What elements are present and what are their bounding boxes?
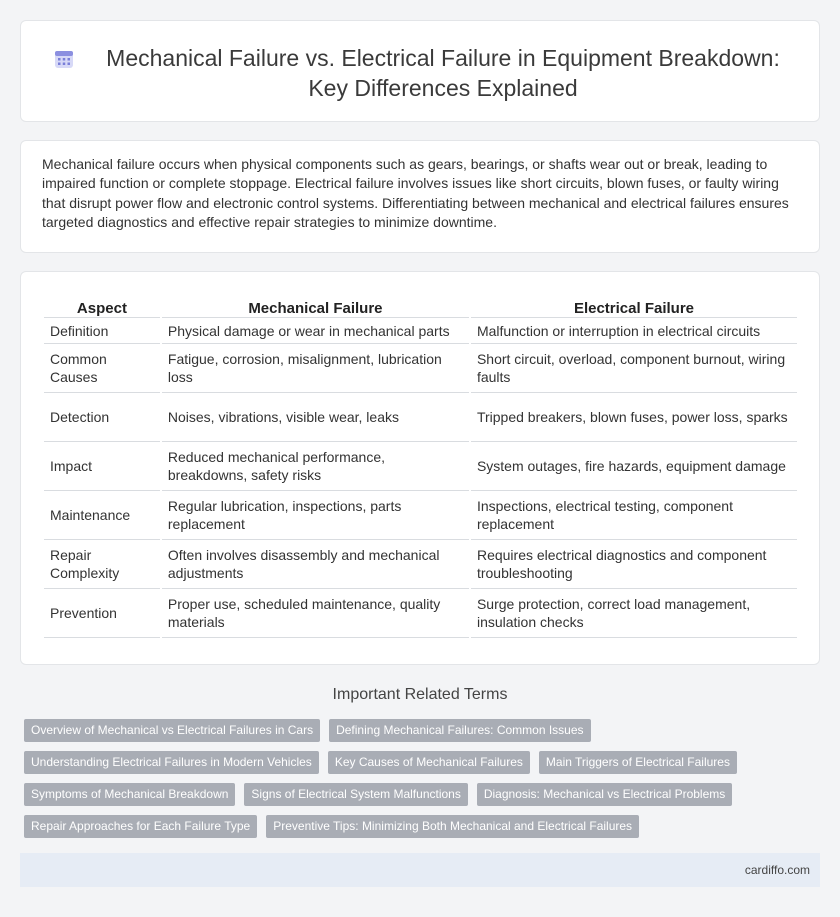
comparison-table bbox=[42, 296, 799, 638]
related-term-tag[interactable]: Diagnosis: Mechanical vs Electrical Problems bbox=[477, 783, 732, 806]
tag-row bbox=[24, 751, 820, 774]
footer-site-link[interactable]: cardiffo.com bbox=[744, 863, 810, 877]
related-term-tag[interactable]: Overview of Mechanical vs Electrical Failures in Cars bbox=[24, 719, 320, 742]
related-term-tag[interactable]: Main Triggers of Electrical Failures bbox=[539, 751, 737, 774]
table-cell-aspect: Maintenance bbox=[44, 491, 160, 540]
table-header-aspect: Aspect bbox=[44, 296, 160, 318]
table-row bbox=[44, 344, 797, 393]
tag-row bbox=[24, 783, 820, 806]
table-cell-mechanical: Regular lubrication, inspections, parts replacement bbox=[162, 491, 469, 540]
table-cell-aspect: Impact bbox=[44, 442, 160, 491]
page-title-line2: Key Differences Explained bbox=[308, 75, 578, 101]
table-cell-electrical: Malfunction or interruption in electrical circuits bbox=[471, 318, 797, 344]
related-term-tag[interactable]: Signs of Electrical System Malfunctions bbox=[244, 783, 467, 806]
table-cell-electrical: Surge protection, correct load management, insulation checks bbox=[471, 589, 797, 638]
table-row bbox=[44, 393, 797, 442]
comparison-table-card bbox=[20, 271, 820, 665]
table-cell-electrical: Inspections, electrical testing, component replacement bbox=[471, 491, 797, 540]
table-row bbox=[44, 318, 797, 344]
intro-paragraph: Mechanical failure occurs when physical components such as gears, bearings, or shafts wear out or break, leading to impaired function or complete stoppage. Electrical failure involves issues like short circuits, blown fuses, or faulty wiring that disrupt power flow and electronic control systems. Differentiating between mechanical and electrical failures ensures targeted diagnostics and effective repair strategies to minimize downtime. bbox=[42, 156, 789, 230]
related-term-tag[interactable]: Preventive Tips: Minimizing Both Mechanical and Electrical Failures bbox=[266, 815, 639, 838]
related-term-tag[interactable]: Defining Mechanical Failures: Common Issues bbox=[329, 719, 590, 742]
table-row bbox=[44, 540, 797, 589]
tag-row bbox=[24, 719, 820, 742]
table-cell-mechanical: Fatigue, corrosion, misalignment, lubrication loss bbox=[162, 344, 469, 393]
table-cell-mechanical: Often involves disassembly and mechanical adjustments bbox=[162, 540, 469, 589]
table-row bbox=[44, 491, 797, 540]
footer bbox=[20, 853, 820, 887]
table-cell-aspect: Prevention bbox=[44, 589, 160, 638]
related-term-tag[interactable]: Key Causes of Mechanical Failures bbox=[328, 751, 530, 774]
tag-row bbox=[24, 815, 820, 838]
table-cell-electrical: System outages, fire hazards, equipment damage bbox=[471, 442, 797, 491]
related-terms-tags bbox=[24, 719, 820, 847]
related-terms-title: Important Related Terms bbox=[332, 686, 508, 703]
table-cell-electrical: Requires electrical diagnostics and component troubleshooting bbox=[471, 540, 797, 589]
table-cell-electrical: Short circuit, overload, component burnout, wiring faults bbox=[471, 344, 797, 393]
table-cell-aspect: Common Causes bbox=[44, 344, 160, 393]
related-term-tag[interactable]: Understanding Electrical Failures in Modern Vehicles bbox=[24, 751, 319, 774]
page-title bbox=[61, 43, 799, 103]
table-header-electrical: Electrical Failure bbox=[471, 296, 797, 318]
table-cell-electrical: Tripped breakers, blown fuses, power loss, sparks bbox=[471, 393, 797, 442]
table-cell-aspect: Repair Complexity bbox=[44, 540, 160, 589]
header-card bbox=[20, 20, 820, 122]
related-term-tag[interactable]: Repair Approaches for Each Failure Type bbox=[24, 815, 257, 838]
table-cell-mechanical: Reduced mechanical performance, breakdowns, safety risks bbox=[162, 442, 469, 491]
table-cell-mechanical: Proper use, scheduled maintenance, quality materials bbox=[162, 589, 469, 638]
table-row bbox=[44, 589, 797, 638]
table-header-mechanical: Mechanical Failure bbox=[162, 296, 469, 318]
intro-card bbox=[20, 140, 820, 253]
table-cell-mechanical: Noises, vibrations, visible wear, leaks bbox=[162, 393, 469, 442]
table-row bbox=[44, 442, 797, 491]
table-cell-aspect: Definition bbox=[44, 318, 160, 344]
table-cell-mechanical: Physical damage or wear in mechanical parts bbox=[162, 318, 469, 344]
page-title-line1: Mechanical Failure vs. Electrical Failure in Equipment Breakdown: bbox=[106, 45, 780, 71]
related-term-tag[interactable]: Symptoms of Mechanical Breakdown bbox=[24, 783, 235, 806]
table-cell-aspect: Detection bbox=[44, 393, 160, 442]
